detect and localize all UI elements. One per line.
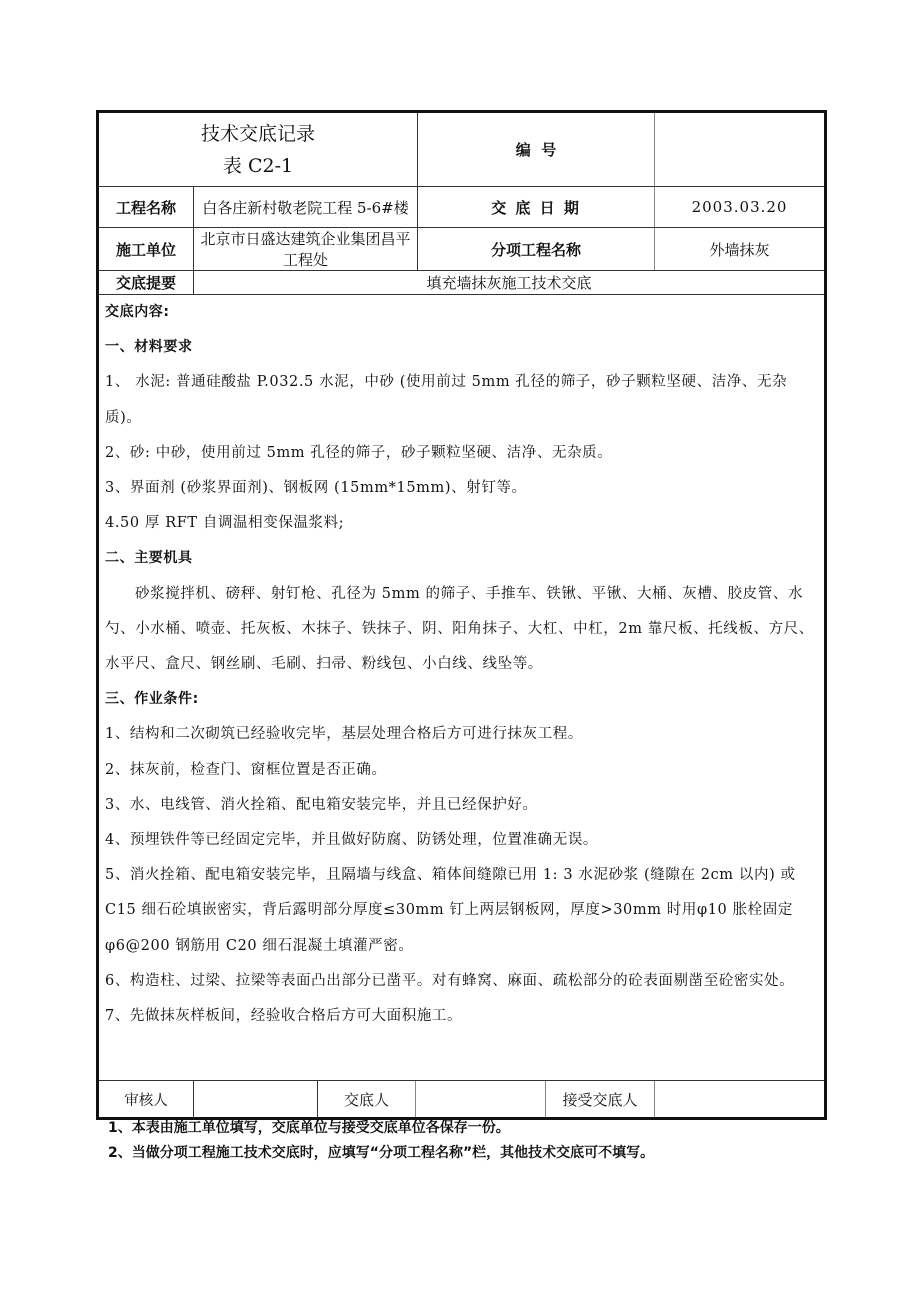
content-line: 砂浆搅拌机、磅秤、射钉枪、孔径为 5mm 的筛子、手推车、铁锹、平锹、大桶、灰槽、胶皮管、水勺、小水桶、喷壶、托灰板、木抹子、铁抹子、阴、阳角抹子、大杠、中杠，2m 靠尺板、托线板、方尺、水平尺、盒尺、钢丝刷、毛刷、扫帚、粉线包、小白线、线坠等。 [105,585,814,673]
content-line: 4、预埋铁件等已经固定完毕，并且做好防腐、防锈处理，位置准确无误。 [105,832,599,849]
presenter-field[interactable] [416,1081,546,1119]
reviewer-field[interactable] [194,1081,318,1119]
technical-disclosure-form [96,110,824,1120]
note-line: 2、当做分项工程施工技术交底时，应填写“分项工程名称”栏，其他技术交底可不填写。 [108,1145,655,1161]
summary-label: 交底提要 [98,271,194,295]
content-line: 2、砂: 中砂，使用前过 5mm 孔径的筛子，砂子颗粒坚硬、洁净、无杂质。 [105,444,613,461]
project-name-value[interactable]: 白各庄新村敬老院工程 5-6#楼 [194,187,418,228]
content-line: 7、先做抹灰样板间，经验收合格后方可大面积施工。 [105,1008,463,1025]
project-name-label: 工程名称 [98,187,194,228]
summary-value[interactable]: 填充墙抹灰施工技术交底 [194,271,826,295]
receiver-label: 接受交底人 [546,1081,655,1119]
contractor-value[interactable]: 北京市日盛达建筑企业集团昌平工程处 [194,228,418,271]
number-label: 编 号 [418,112,655,187]
content-line: 1、结构和二次砌筑已经验收完毕，基层处理合格后方可进行抹灰工程。 [105,726,583,743]
content-line: 4.50 厚 RFT 自调温相变保温浆料; [105,515,345,532]
content-line: 3、水、电线管、消火拴箱、配电箱安装完毕，并且已经保护好。 [105,796,538,813]
content-line: 6、构造柱、过梁、拉梁等表面凸出部分已凿平。对有蜂窝、麻面、疏松部分的砼表面剔凿至砼密实处。 [105,972,795,989]
receiver-field[interactable] [655,1081,826,1119]
section-title: 三、作业条件: [105,691,199,708]
contractor-label: 施工单位 [98,228,194,271]
section-title: 二、主要机具 [105,550,193,567]
form-title: 技术交底记录 [201,122,316,145]
number-field[interactable] [655,112,826,187]
disclosure-content[interactable] [98,295,826,1081]
date-label: 交 底 日 期 [418,187,655,228]
date-value[interactable]: 2003.03.20 [655,187,826,228]
presenter-label: 交底人 [318,1081,416,1119]
note-line: 1、本表由施工单位填写，交底单位与接受交底单位各保存一份。 [108,1120,510,1136]
reviewer-label: 审核人 [98,1081,194,1119]
content-line: 5、消火拴箱、配电箱安装完毕，且隔墙与线盒、箱体间缝隙已用 1: 3 水泥砂浆 (缝隙在 2cm 以内) 或 C15 细石砼填嵌密实，背后露明部分厚度≤30mm 钉上两层钢板网，厚度>30mm 时用φ10 胀栓固定φ6@200 钢筋用 C20 细石混凝土填灌严密。 [105,867,796,954]
content-line: 2、抹灰前，检查门、窗框位置是否正确。 [105,761,387,778]
content-line: 3、界面剂 (砂浆界面剂)、钢板网 (15mm*15mm)、射钉等。 [105,480,527,497]
content-line: 1、 水泥: 普通硅酸盐 P.032.5 水泥，中砂 (使用前过 5mm 孔径的筛子，砂子颗粒坚硬、洁净、无杂质)。 [105,374,788,426]
form-title-cell [98,112,418,187]
sub-project-label: 分项工程名称 [418,228,655,271]
sub-project-value[interactable]: 外墙抹灰 [655,228,826,271]
form-notes [108,1116,654,1166]
form-code: 表 C2-1 [222,154,294,177]
content-heading: 交底内容: [105,304,170,320]
form-table [96,110,827,1120]
section-title: 一、材料要求 [105,339,193,356]
